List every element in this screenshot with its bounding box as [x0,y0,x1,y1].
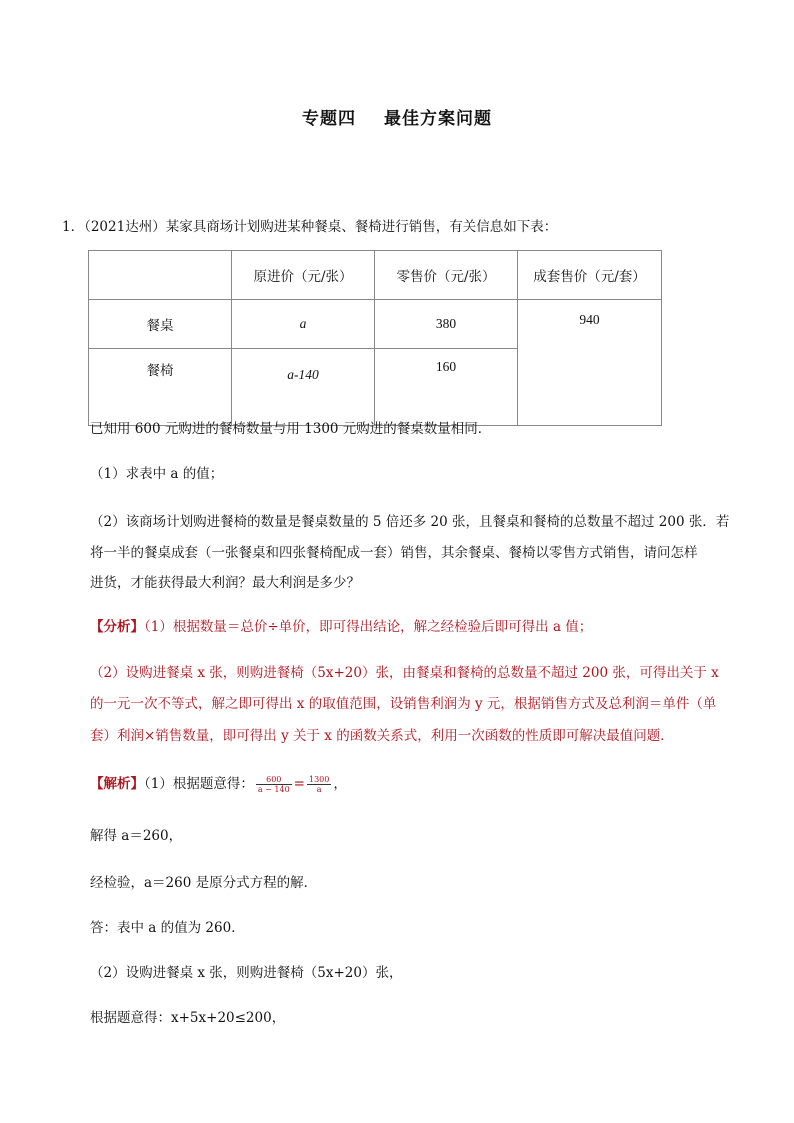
header-set-price: 成套售价（元/套） [518,251,662,300]
equals-sign: = [293,776,305,792]
row-name-chair: 餐椅 [89,349,232,426]
set-price: 940 [518,300,662,426]
row-name-table: 餐桌 [89,300,232,349]
solution-lead: （1）根据题意得： [144,776,254,792]
part1-question: （1）求表中 a 的值； [90,466,224,482]
page-title [0,104,794,129]
question-text: 某家具商场计划购进某种餐桌、餐椅进行销售，有关信息如下表： [165,219,558,235]
fraction-600 [256,775,292,794]
part2-line1: （2）该商场计划购进餐椅的数量是餐桌数量的 5 倍还多 20 张，且餐桌和餐椅的总数量不超过 200 张．若 [90,514,730,530]
retail-table: 380 [375,300,518,349]
cost-chair: a-140 [287,367,319,382]
question-source: （2021达州） [84,219,166,235]
cost-table: a [299,316,307,331]
fraction-1300 [307,775,331,794]
fraction-1300-denominator: a [316,785,322,794]
fraction-600-denominator: a − 140 [257,785,290,794]
title-part2: 最佳方案问题 [384,109,492,129]
header-retail: 零售价（元/张） [375,251,518,300]
solution-check: 经检验，a＝260 是原分式方程的解． [90,875,318,891]
analysis-text1: （1）根据数量＝总价÷单价，即可得出结论，解之经检验后即可得出 a 值； [144,619,593,635]
question-number: 1． [62,219,85,235]
analysis-line1 [90,615,592,635]
solution-inequality: 根据题意得：x+5x+20≤200， [90,1010,286,1026]
header-empty [89,251,232,300]
analysis-tag: 【分析】 [90,619,144,635]
header-cost: 原进价（元/张） [232,251,375,300]
table-row [89,300,662,349]
analysis-line3: 的一元一次不等式，解之即可得出 x 的取值范围，设销售利润为 y 元，根据销售方式及总利润＝单件（单 [90,696,717,712]
solution-part2: （2）设购进餐桌 x 张，则购进餐椅（5x+20）张， [90,965,403,981]
condition-text: 已知用 600 元购进的餐椅数量与用 1300 元购进的餐桌数量相同． [90,421,492,437]
solution-tag: 【解析】 [90,776,144,792]
part2-line2: 将一半的餐桌成套（一张餐桌和四张餐椅配成一套）销售，其余餐桌、餐椅以零售方式销售，请问怎样 [90,545,698,561]
solution-solve: 解得 a＝260， [90,828,183,844]
solution-line1 [90,772,347,794]
analysis-line4: 套）利润×销售数量，即可得出 y 关于 x 的函数关系式，利用一次函数的性质即可解决最值问题． [90,728,674,744]
solution-answer: 答：表中 a 的值为 260． [90,920,245,936]
fraction-1300-numerator: 1300 [308,775,330,784]
table-header-row [89,251,662,300]
fraction-600-numerator: 600 [256,775,292,785]
equation-comma: ， [333,776,347,792]
retail-chair: 160 [375,349,518,426]
analysis-line2: （2）设购进餐桌 x 张，则购进餐椅（5x+20）张，由餐桌和餐椅的总数量不超过 200 张，可得出关于 x [90,665,719,681]
part2-line3: 进货，才能获得最大利润？最大利润是多少？ [90,575,360,591]
title-part1: 专题四 [302,109,356,129]
price-table [88,250,662,426]
question-intro [62,215,557,235]
